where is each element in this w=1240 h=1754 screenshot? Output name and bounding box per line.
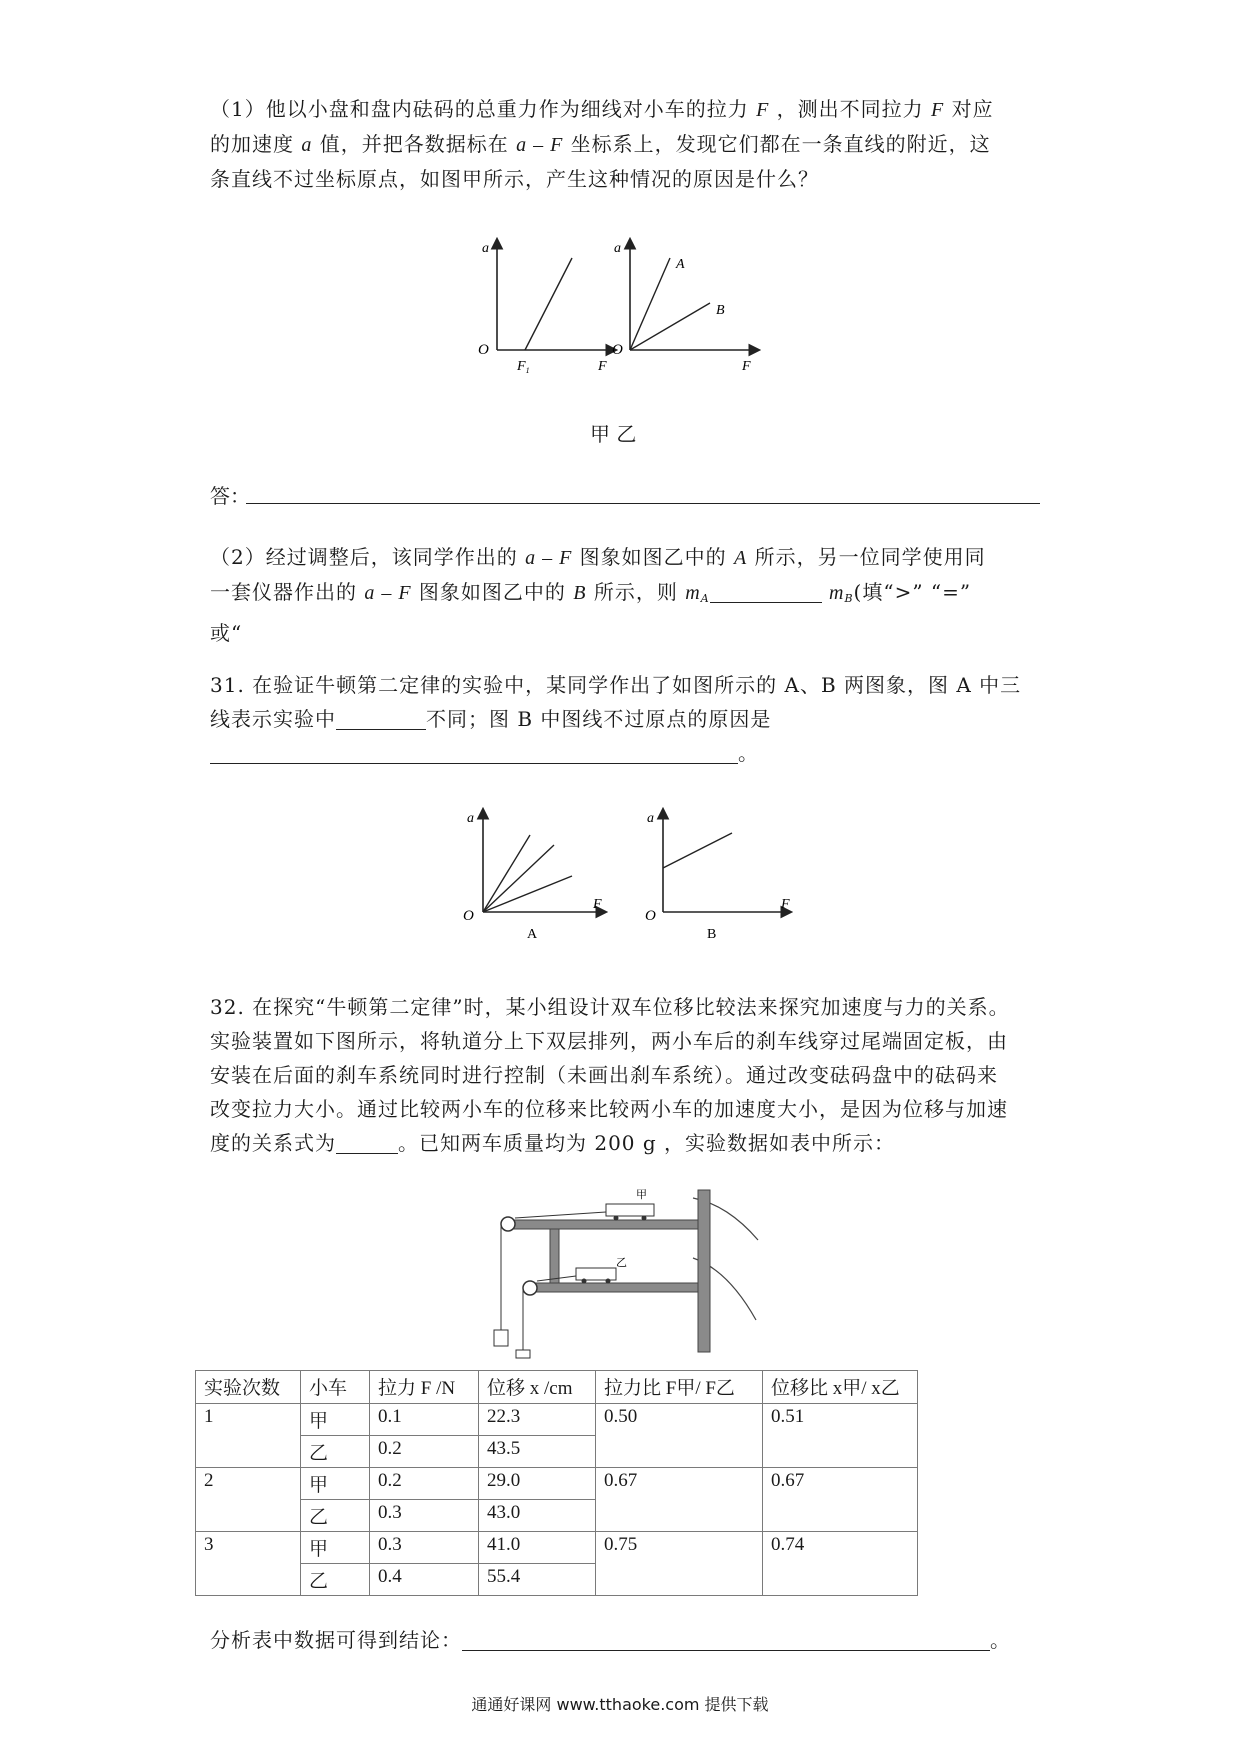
end-plate	[698, 1190, 710, 1352]
graph-yi	[612, 240, 758, 374]
table-header-cell: 拉力 F /N	[370, 1371, 479, 1404]
cart-top-wheel	[642, 1216, 647, 1221]
table-header-row	[196, 1371, 918, 1404]
compare-blank[interactable]	[710, 580, 822, 603]
conclusion-end: 。	[990, 1628, 1011, 1652]
graph-b-caption: B	[707, 927, 717, 942]
q31-line1: 31. 在验证牛顿第二定律的实验中，某同学作出了如图所示的 A、B 两图象，图 A 中三	[210, 673, 1022, 697]
q31-line2: 线表示实验中 不同；图 B 中图线不过原点的原因是	[210, 707, 772, 731]
trial-cell: 1	[196, 1404, 301, 1468]
q32-line2: 实验装置如下图所示，将轨道分上下双层排列，两小车后的刹车线穿过尾端固定板，由	[210, 1029, 1008, 1053]
cart-cell: 甲	[301, 1468, 370, 1500]
page-footer: 通通好课网 www.tthaoke.com 提供下载	[471, 1695, 769, 1714]
figure-jia-yi	[470, 230, 770, 380]
graph-jia	[478, 240, 615, 375]
q32-line1: 32. 在探究“牛顿第二定律”时，某小组设计双车位移比较法来探究加速度与力的关系。	[210, 995, 1010, 1019]
force-ratio-cell: 0.67	[596, 1468, 763, 1532]
conclusion-blank[interactable]	[462, 1628, 990, 1651]
cart-cell: 乙	[301, 1436, 370, 1468]
graph-a-a-label: a	[467, 811, 474, 826]
q30-part2	[210, 540, 1040, 650]
table-header-cell: 小车	[301, 1371, 370, 1404]
q32-line3: 安装在后面的刹车系统同时进行控制（未画出刹车系统）。通过改变砝码盘中的砝码来	[210, 1063, 998, 1087]
cart-bottom-wheel	[582, 1279, 587, 1284]
displacement-cell: 43.5	[479, 1436, 596, 1468]
bottom-track	[530, 1283, 698, 1292]
displacement-cell: 22.3	[479, 1404, 596, 1436]
string-top	[515, 1212, 606, 1218]
cart-cell: 甲	[301, 1532, 370, 1564]
graph-a-caption: A	[527, 927, 538, 942]
trial-cell: 2	[196, 1468, 301, 1532]
support-post	[550, 1229, 559, 1283]
q31-line3: 。	[210, 736, 1040, 770]
cart-top	[606, 1204, 654, 1216]
yi-b-line-label: B	[716, 303, 725, 318]
jia-origin-label: O	[478, 342, 489, 358]
q30-part2-line1: （2）经过调整后，该同学作出的 a – F 图象如图乙中的 A 所示，另一位同学使用同	[210, 545, 986, 569]
graph-b	[645, 810, 790, 942]
weight-pan-bottom	[516, 1350, 530, 1358]
graph-a-f-label: F	[593, 897, 602, 912]
table-row	[196, 1532, 918, 1564]
cart-top-label: 甲	[636, 1189, 647, 1201]
force-ratio-cell: 0.75	[596, 1532, 763, 1596]
table-header-cell: 实验次数	[196, 1371, 301, 1404]
q30-part1-line3: 条直线不过坐标原点，如图甲所示，产生这种情况的原因是什么？	[210, 167, 819, 191]
displacement-ratio-cell: 0.51	[763, 1404, 918, 1468]
jia-a-label: a	[482, 241, 489, 256]
data-table	[195, 1370, 918, 1596]
displacement-cell: 55.4	[479, 1564, 596, 1596]
answer-label: 答：	[210, 484, 250, 508]
q31-blank1[interactable]	[336, 707, 426, 730]
jia-f-label: F	[598, 359, 607, 374]
jia-f1-label: $F_1$	[517, 359, 530, 375]
yi-a-label: a	[614, 241, 621, 256]
force-cell: 0.2	[370, 1436, 479, 1468]
conclusion-label: 分析表中数据可得到结论：	[210, 1628, 462, 1652]
graph-b-line	[663, 833, 732, 868]
answer-line[interactable]	[246, 503, 1040, 504]
q30-part2-line3: 或“	[210, 621, 243, 645]
graph-b-origin-label: O	[645, 908, 656, 924]
table-header-cell: 位移 x /cm	[479, 1371, 596, 1404]
cart-bottom	[576, 1268, 616, 1280]
weight-pan-top	[494, 1330, 508, 1346]
yi-line-a	[630, 258, 670, 350]
q31	[210, 668, 1040, 770]
table-header-cell: 位移比 x甲/ x乙	[763, 1371, 918, 1404]
displacement-cell: 41.0	[479, 1532, 596, 1564]
displacement-ratio-cell: 0.74	[763, 1532, 918, 1596]
top-track	[508, 1220, 698, 1229]
q30-part2-line2: 一套仪器作出的 a – F 图象如图乙中的 B 所示，则 $m_A$ $m_B$(填“>” “=”	[210, 580, 972, 605]
q30-part1-line1: （1）他以小盘和盘内砝码的总重力作为细线对小车的拉力 F ，测出不同拉力 F 对应	[210, 97, 994, 121]
force-ratio-cell: 0.50	[596, 1404, 763, 1468]
cart-bottom-wheel	[606, 1279, 611, 1284]
cart-cell: 乙	[301, 1500, 370, 1532]
q32-blank[interactable]	[336, 1131, 398, 1154]
displacement-cell: 29.0	[479, 1468, 596, 1500]
figure1-caption: 甲 乙	[590, 422, 637, 446]
pulley-top	[501, 1217, 515, 1231]
graph-a-line3	[483, 876, 572, 912]
figure-a-b	[455, 800, 815, 950]
force-cell: 0.3	[370, 1532, 479, 1564]
force-cell: 0.4	[370, 1564, 479, 1596]
yi-a-line-label: A	[676, 257, 685, 272]
graph-b-a-label: a	[647, 811, 654, 826]
yi-origin-label: O	[612, 342, 623, 358]
q32-line4: 改变拉力大小。通过比较两小车的位移来比较两小车的加速度大小，是因为位移与加速	[210, 1097, 1008, 1121]
yi-f-label: F	[742, 359, 751, 374]
q32-line5: 度的关系式为 。已知两车质量均为 200 g ，实验数据如表中所示：	[210, 1131, 896, 1155]
q32	[210, 990, 1040, 1160]
cart-top-wheel	[614, 1216, 619, 1221]
table-row	[196, 1468, 918, 1500]
q30-part1	[210, 92, 1040, 196]
graph-a-origin-label: O	[463, 908, 474, 924]
graph-a	[463, 810, 605, 942]
pulley-bottom	[523, 1281, 537, 1295]
cart-bottom-label: 乙	[616, 1257, 627, 1269]
conclusion	[210, 1624, 1011, 1653]
jia-line	[525, 258, 572, 350]
apparatus-diagram	[488, 1180, 763, 1360]
cart-cell: 甲	[301, 1404, 370, 1436]
graph-b-f-label: F	[781, 897, 790, 912]
cart-cell: 乙	[301, 1564, 370, 1596]
force-cell: 0.1	[370, 1404, 479, 1436]
displacement-cell: 43.0	[479, 1500, 596, 1532]
table-header-cell: 拉力比 F甲/ F乙	[596, 1371, 763, 1404]
trial-cell: 3	[196, 1532, 301, 1596]
displacement-ratio-cell: 0.67	[763, 1468, 918, 1532]
q30-part1-line2: 的加速度 a 值，并把各数据标在 a – F 坐标系上，发现它们都在一条直线的附近，这	[210, 132, 991, 156]
q31-blank2[interactable]	[210, 741, 738, 764]
yi-line-b	[630, 303, 710, 350]
force-cell: 0.2	[370, 1468, 479, 1500]
table-row	[196, 1404, 918, 1436]
force-cell: 0.3	[370, 1500, 479, 1532]
